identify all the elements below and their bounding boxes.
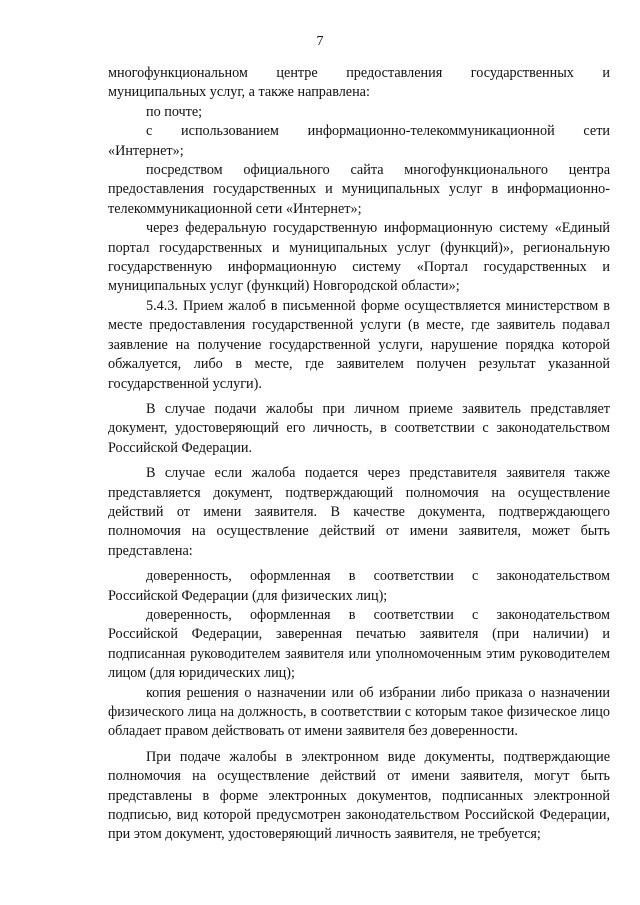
paragraph-by-mail: по почте; (146, 103, 203, 120)
paragraph-representative: В случае если жалоба подается через представителя заявителя также представляется документ, подтверждающий полномочия на осуществление действий от имени заявителя. В качестве документа, подтверждающего полномочия на осуществление действий от имени заявителя, может быть представлена: (108, 465, 610, 559)
paragraph-personal-reception: В случае подачи жалобы при личном приеме заявитель представляет документ, удостоверяющий его личность, в соответствии с законодательством Российской Федерации. (108, 400, 610, 456)
paragraph-power-of-attorney-legal: доверенность, оформленная в соответствии с законодательством Российской Федерации, заверенная печатью заявителя (при наличии) и подписанная руководителем заявителя или уполномоченным этим руководителем лицом (для юридических лиц); (108, 606, 610, 682)
page-number: 7 (316, 34, 324, 49)
paragraph-federal-portal: через федеральную государственную информационную систему «Единый портал государственных и муниципальных услуг (функций)», региональную государственную информационную систему «Портал государственных и муниципальных услуг (функций) Новгородской области»; (108, 220, 610, 295)
document-body (108, 64, 610, 845)
paragraph-power-of-attorney-individuals: доверенность, оформленная в соответствии с законодательством Российской Федерации (для физических лиц); (108, 568, 610, 604)
paragraph-appointment-copy: копия решения о назначении или об избрании либо приказа о назначении физического лица на должность, в соответствии с которым такое физическое лицо обладает правом действовать от имени заявителя без доверенности. (108, 684, 610, 740)
paragraph-continuation: многофункциональном центре предоставления государственных и муниципальных услуг, а также направлена: (108, 65, 610, 101)
paragraph-mfc-site: посредством официального сайта многофункционального центра предоставления государственных и муниципальных услуг в информационно-телекоммуникационной сети «Интернет»; (108, 162, 610, 217)
paragraph-electronic-form: При подаче жалобы в электронном виде документы, подтверждающие полномочия на осуществление действий от имени заявителя, могут быть представлены в форме электронных документов, подписанных электронной подписью, вид которой предусмотрен законодательством Российской Федерации, при этом документ, удостоверяющий личность заявителя, не требуется; (108, 748, 610, 843)
paragraph-5-4-3: 5.4.3. Прием жалоб в письменной форме осуществляется министерством в месте предоставления государственной услуги (в месте, где заявитель подавал заявление на получение государственной услуги, нарушение порядка которой обжалуется, либо в месте, где заявителем получен результат указанной государственной услуги). (108, 297, 610, 392)
paragraph-internet: с использованием информационно-телекоммуникационной сети «Интернет»; (108, 123, 610, 159)
